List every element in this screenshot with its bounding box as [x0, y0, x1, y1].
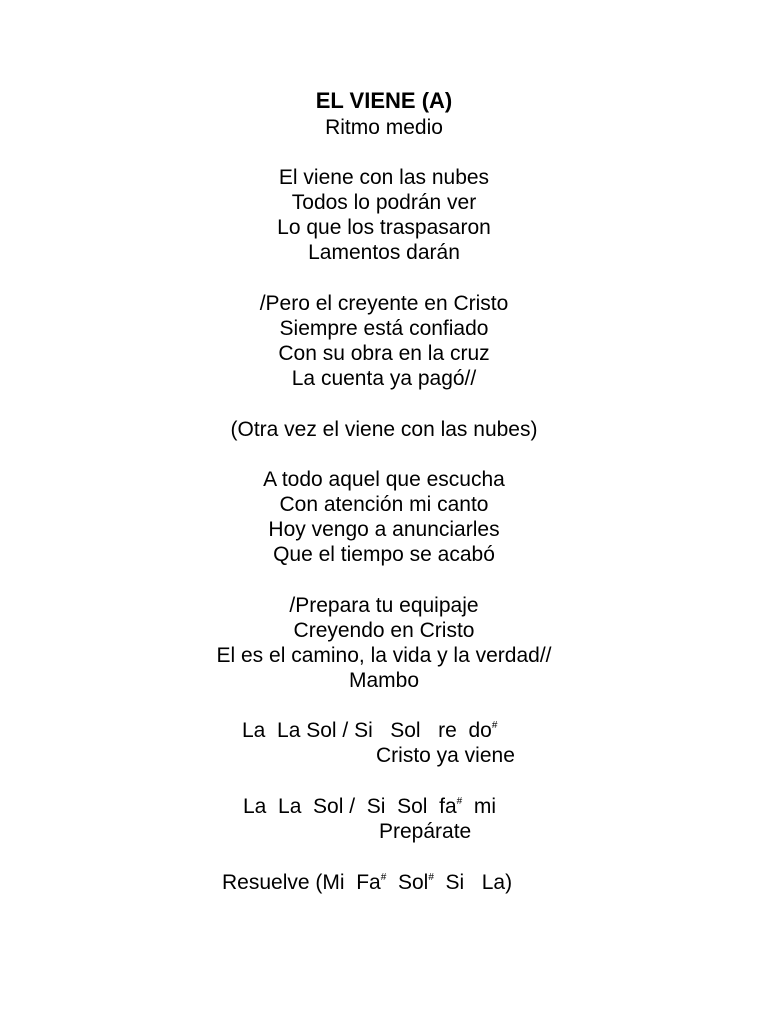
chorus1-line-2: Siempre está confiado [279, 317, 489, 340]
verse1-line-4: Lamentos darán [308, 241, 460, 264]
chorus1-line-4: La cuenta ya pagó// [291, 367, 477, 390]
chord-lyric-2: Prepárate [379, 820, 472, 843]
verse2-line-2: Con atención mi canto [279, 493, 489, 516]
resolve-mid: Sol [386, 871, 429, 894]
chord-lyric-1: Cristo ya viene [376, 744, 515, 767]
song-title: EL VIENE (A) [315, 88, 453, 113]
chorus2-line-4: Mambo [348, 669, 420, 692]
verse2-line-4: Que el tiempo se acabó [273, 543, 495, 566]
chord-line-2-tail: mi [462, 795, 497, 818]
verse1-line-3: Lo que los traspasaron [277, 216, 491, 239]
sharp-mark: # [456, 796, 463, 807]
chorus2-line-3: El es el camino, la vida y la verdad// [216, 644, 552, 667]
chord-line-1-text: La La Sol / Si Sol re do [242, 719, 492, 742]
verse2-line-1: A todo aquel que escucha [263, 468, 505, 491]
verse1-line-2: Todos lo podrán ver [291, 191, 477, 214]
chorus2-line-1: /Prepara tu equipaje [289, 594, 479, 617]
sharp-mark: # [428, 872, 434, 883]
sharp-mark: # [491, 720, 498, 731]
verse1-line-1: El viene con las nubes [278, 166, 490, 189]
chord-line-2-text: La La Sol / Si Sol fa [243, 795, 457, 818]
chorus1-line-1: /Pero el creyente en Cristo [259, 292, 509, 315]
repeat-note: (Otra vez el viene con las nubes) [230, 418, 538, 441]
resolve-suffix: Si La) [433, 871, 513, 894]
chorus1-line-3: Con su obra en la cruz [278, 342, 490, 365]
resolve-line [222, 870, 512, 895]
sharp-mark: # [380, 872, 387, 883]
chord-line-1 [242, 718, 497, 743]
song-subtitle: Ritmo medio [325, 116, 443, 139]
resolve-prefix: Resuelve (Mi Fa [222, 871, 381, 894]
verse2-line-3: Hoy vengo a anunciarles [268, 518, 500, 541]
chord-line-2 [243, 794, 496, 819]
chorus2-line-2: Creyendo en Cristo [293, 619, 475, 642]
